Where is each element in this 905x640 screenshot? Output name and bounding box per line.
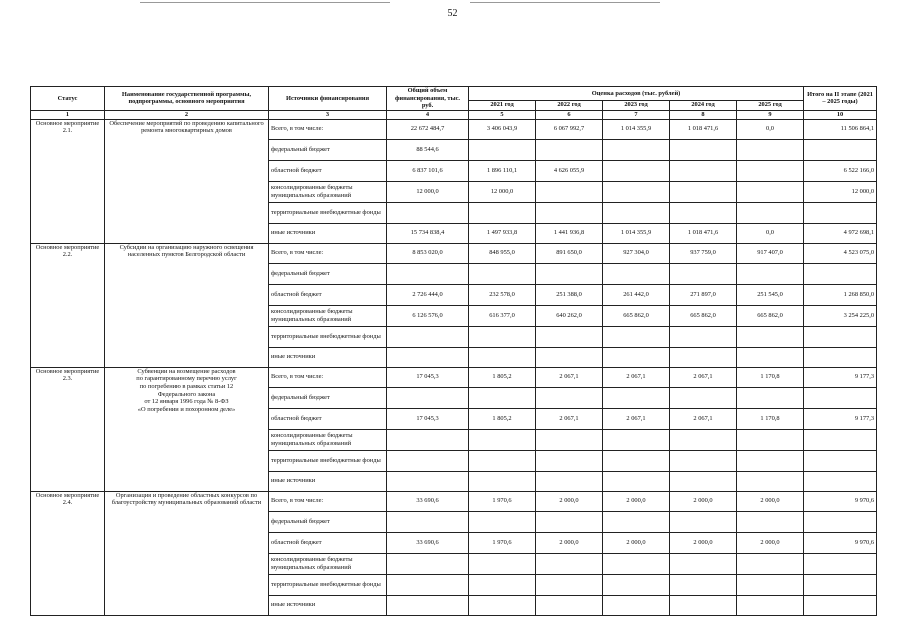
year-cell: 640 262,0 <box>536 305 603 326</box>
header-year: 2021 год <box>469 100 536 110</box>
year-cell: 2 000,0 <box>603 491 670 511</box>
funding-source: иные источники <box>269 471 387 491</box>
stage-total-cell <box>804 326 877 347</box>
year-cell <box>737 429 804 450</box>
year-cell <box>469 326 536 347</box>
header-year: 2025 год <box>737 100 804 110</box>
year-cell <box>536 471 603 491</box>
year-cell <box>469 263 536 284</box>
funding-source: федеральный бюджет <box>269 387 387 408</box>
year-cell <box>469 347 536 367</box>
stage-total-cell: 3 254 225,0 <box>804 305 877 326</box>
year-cell: 1 970,6 <box>469 532 536 553</box>
stage-total-cell <box>804 471 877 491</box>
total-cell <box>387 471 469 491</box>
year-cell <box>603 202 670 223</box>
year-cell <box>670 574 737 595</box>
year-cell <box>737 347 804 367</box>
funding-source: федеральный бюджет <box>269 511 387 532</box>
year-cell: 848 955,0 <box>469 243 536 263</box>
stage-total-cell: 9 177,3 <box>804 408 877 429</box>
year-cell: 2 000,0 <box>536 491 603 511</box>
activity-name: Организация и проведение областных конкурсов по благоустройству муниципальных образований области <box>105 491 269 615</box>
year-cell <box>670 429 737 450</box>
year-cell <box>603 139 670 160</box>
stage-total-cell <box>804 387 877 408</box>
year-cell <box>670 139 737 160</box>
year-cell: 937 759,0 <box>670 243 737 263</box>
year-cell <box>469 387 536 408</box>
total-cell <box>387 202 469 223</box>
stage-total-cell <box>804 429 877 450</box>
total-cell: 17 045,3 <box>387 367 469 387</box>
year-cell <box>536 139 603 160</box>
year-cell <box>469 574 536 595</box>
total-cell: 8 853 020,0 <box>387 243 469 263</box>
column-number: 2 <box>105 110 269 119</box>
total-cell: 17 045,3 <box>387 408 469 429</box>
year-cell <box>603 181 670 202</box>
funding-source: областной бюджет <box>269 160 387 181</box>
year-cell: 1 497 933,8 <box>469 223 536 243</box>
total-cell <box>387 347 469 367</box>
header-year: 2023 год <box>603 100 670 110</box>
total-cell: 88 544,6 <box>387 139 469 160</box>
year-cell: 616 377,0 <box>469 305 536 326</box>
year-cell <box>603 511 670 532</box>
year-cell <box>469 429 536 450</box>
year-cell: 2 067,1 <box>536 408 603 429</box>
year-cell: 1 170,8 <box>737 367 804 387</box>
year-cell <box>603 160 670 181</box>
stage-total-cell <box>804 202 877 223</box>
year-cell <box>603 326 670 347</box>
year-cell <box>469 595 536 615</box>
activity-status: Основное мероприятие 2.3. <box>31 367 105 491</box>
year-cell: 1 805,2 <box>469 408 536 429</box>
year-cell <box>737 387 804 408</box>
year-cell: 4 626 055,9 <box>536 160 603 181</box>
year-cell <box>737 595 804 615</box>
year-cell: 1 014 355,9 <box>603 223 670 243</box>
year-cell <box>670 202 737 223</box>
activity-status: Основное мероприятие 2.1. <box>31 119 105 243</box>
funding-source: территориальные внебюджетные фонды <box>269 202 387 223</box>
stage-total-cell <box>804 263 877 284</box>
year-cell: 2 000,0 <box>737 491 804 511</box>
funding-source: Всего, в том числе: <box>269 119 387 139</box>
stage-total-cell <box>804 553 877 574</box>
total-cell: 33 690,6 <box>387 491 469 511</box>
activity-status: Основное мероприятие 2.2. <box>31 243 105 367</box>
year-cell <box>469 202 536 223</box>
year-cell <box>536 574 603 595</box>
total-cell <box>387 429 469 450</box>
year-cell <box>603 553 670 574</box>
year-cell: 261 442,0 <box>603 284 670 305</box>
column-number-row <box>31 110 877 119</box>
total-cell <box>387 326 469 347</box>
total-cell <box>387 595 469 615</box>
year-cell: 2 000,0 <box>670 491 737 511</box>
funding-source: Всего, в том числе: <box>269 491 387 511</box>
year-cell: 1 170,8 <box>737 408 804 429</box>
top-border-line <box>470 2 660 3</box>
year-cell: 2 000,0 <box>670 532 737 553</box>
total-cell: 15 734 838,4 <box>387 223 469 243</box>
year-cell <box>536 595 603 615</box>
year-cell <box>536 511 603 532</box>
header-estimate: Оценка расходов (тыс. рублей) <box>469 87 804 101</box>
year-cell: 2 000,0 <box>737 532 804 553</box>
year-cell <box>737 263 804 284</box>
header-total: Общий объем финансирования, тыс. руб. <box>387 87 469 111</box>
funding-source: областной бюджет <box>269 532 387 553</box>
column-number: 10 <box>804 110 877 119</box>
year-cell: 1 805,2 <box>469 367 536 387</box>
stage-total-cell <box>804 450 877 471</box>
total-cell: 33 690,6 <box>387 532 469 553</box>
year-cell: 2 067,1 <box>603 408 670 429</box>
year-cell: 2 000,0 <box>536 532 603 553</box>
year-cell: 665 862,0 <box>737 305 804 326</box>
stage-total-cell <box>804 574 877 595</box>
year-cell <box>536 450 603 471</box>
column-number: 7 <box>603 110 670 119</box>
column-number: 3 <box>269 110 387 119</box>
year-cell <box>536 387 603 408</box>
total-cell: 6 126 576,0 <box>387 305 469 326</box>
year-cell <box>670 450 737 471</box>
column-number: 4 <box>387 110 469 119</box>
stage-total-cell: 4 972 698,1 <box>804 223 877 243</box>
header-status: Статус <box>31 87 105 111</box>
year-cell <box>737 574 804 595</box>
year-cell: 1 018 471,6 <box>670 119 737 139</box>
year-cell: 665 862,0 <box>603 305 670 326</box>
column-number: 8 <box>670 110 737 119</box>
total-cell <box>387 387 469 408</box>
funding-source: областной бюджет <box>269 408 387 429</box>
year-cell: 251 388,0 <box>536 284 603 305</box>
stage-total-cell: 4 523 075,0 <box>804 243 877 263</box>
column-number: 1 <box>31 110 105 119</box>
funding-source: консолидированные бюджеты муниципальных образований <box>269 305 387 326</box>
year-cell <box>603 450 670 471</box>
year-cell <box>737 553 804 574</box>
year-cell <box>670 347 737 367</box>
year-cell: 12 000,0 <box>469 181 536 202</box>
stage-total-cell: 12 000,0 <box>804 181 877 202</box>
year-cell: 271 897,0 <box>670 284 737 305</box>
stage-total-cell <box>804 347 877 367</box>
stage-total-cell: 1 268 850,0 <box>804 284 877 305</box>
activity-name: Обеспечение мероприятий по проведению капитального ремонта многоквартирных домов <box>105 119 269 243</box>
year-cell: 891 650,0 <box>536 243 603 263</box>
stage-total-cell: 9 177,3 <box>804 367 877 387</box>
year-cell: 0,0 <box>737 119 804 139</box>
year-cell: 1 441 936,8 <box>536 223 603 243</box>
year-cell <box>469 471 536 491</box>
header-stage-total: Итого на II этапе (2021 – 2025 годы) <box>804 87 877 111</box>
header-year: 2024 год <box>670 100 737 110</box>
year-cell: 1 896 110,1 <box>469 160 536 181</box>
year-cell <box>536 202 603 223</box>
funding-source: федеральный бюджет <box>269 139 387 160</box>
year-cell <box>469 139 536 160</box>
header-row <box>31 87 877 101</box>
year-cell: 2 067,1 <box>603 367 670 387</box>
year-cell <box>670 160 737 181</box>
year-cell <box>737 160 804 181</box>
year-cell <box>670 387 737 408</box>
year-cell <box>469 553 536 574</box>
funding-source: территориальные внебюджетные фонды <box>269 574 387 595</box>
funding-source: иные источники <box>269 347 387 367</box>
year-cell: 665 862,0 <box>670 305 737 326</box>
year-cell <box>670 326 737 347</box>
year-cell: 6 067 992,7 <box>536 119 603 139</box>
activity-name: Субвенции на возмещение расходов по гарантированному перечню услуг по погребению в рамках статьи 12 Федерального закона от 12 января 1996 года № 8-ФЗ «О погребении и похоронном деле» <box>105 367 269 491</box>
year-cell <box>670 553 737 574</box>
year-cell <box>670 595 737 615</box>
year-cell <box>737 450 804 471</box>
stage-total-cell <box>804 139 877 160</box>
budget-table <box>30 86 877 616</box>
year-cell <box>536 553 603 574</box>
year-cell: 1 970,6 <box>469 491 536 511</box>
year-cell <box>536 326 603 347</box>
year-cell: 1 018 471,6 <box>670 223 737 243</box>
year-cell <box>603 471 670 491</box>
total-cell: 2 726 444,0 <box>387 284 469 305</box>
header-source: Источники финансирования <box>269 87 387 111</box>
year-cell <box>670 511 737 532</box>
year-cell <box>737 326 804 347</box>
funding-source: иные источники <box>269 595 387 615</box>
year-cell: 2 000,0 <box>603 532 670 553</box>
total-cell: 22 672 484,7 <box>387 119 469 139</box>
year-cell <box>536 181 603 202</box>
stage-total-cell: 11 506 864,1 <box>804 119 877 139</box>
year-cell: 927 304,0 <box>603 243 670 263</box>
year-cell <box>737 471 804 491</box>
year-cell <box>670 263 737 284</box>
year-cell: 0,0 <box>737 223 804 243</box>
funding-source: консолидированные бюджеты муниципальных образований <box>269 181 387 202</box>
year-cell: 2 067,1 <box>536 367 603 387</box>
year-cell: 917 407,0 <box>737 243 804 263</box>
table-row <box>31 243 877 263</box>
year-cell: 2 067,1 <box>670 408 737 429</box>
table-row <box>31 119 877 139</box>
column-number: 5 <box>469 110 536 119</box>
year-cell <box>603 429 670 450</box>
table-row <box>31 367 877 387</box>
year-cell <box>603 595 670 615</box>
activity-status: Основное мероприятие 2.4. <box>31 491 105 615</box>
year-cell: 232 578,0 <box>469 284 536 305</box>
funding-source: федеральный бюджет <box>269 263 387 284</box>
top-border-line <box>140 2 390 3</box>
year-cell <box>737 511 804 532</box>
year-cell: 1 014 355,9 <box>603 119 670 139</box>
funding-source: консолидированные бюджеты муниципальных образований <box>269 429 387 450</box>
total-cell <box>387 450 469 471</box>
year-cell <box>670 471 737 491</box>
header-year: 2022 год <box>536 100 603 110</box>
year-cell <box>603 347 670 367</box>
stage-total-cell: 9 970,6 <box>804 491 877 511</box>
funding-source: Всего, в том числе: <box>269 243 387 263</box>
year-cell <box>603 263 670 284</box>
year-cell: 3 406 043,9 <box>469 119 536 139</box>
page-number: 52 <box>447 8 458 19</box>
activity-name: Субсидии на организацию наружного освещения населенных пунктов Белгородской области <box>105 243 269 367</box>
funding-source: областной бюджет <box>269 284 387 305</box>
stage-total-cell <box>804 511 877 532</box>
total-cell <box>387 263 469 284</box>
stage-total-cell <box>804 595 877 615</box>
year-cell <box>603 387 670 408</box>
year-cell <box>737 181 804 202</box>
year-cell <box>536 263 603 284</box>
year-cell: 251 545,0 <box>737 284 804 305</box>
funding-source: территориальные внебюджетные фонды <box>269 450 387 471</box>
year-cell <box>536 429 603 450</box>
year-cell <box>737 139 804 160</box>
total-cell <box>387 574 469 595</box>
column-number: 9 <box>737 110 804 119</box>
year-cell <box>469 450 536 471</box>
year-cell <box>603 574 670 595</box>
stage-total-cell: 6 522 166,0 <box>804 160 877 181</box>
year-cell <box>670 181 737 202</box>
funding-source: иные источники <box>269 223 387 243</box>
year-cell <box>469 511 536 532</box>
year-cell <box>536 347 603 367</box>
total-cell: 6 837 101,6 <box>387 160 469 181</box>
table-body <box>31 119 877 615</box>
funding-source: консолидированные бюджеты муниципальных образований <box>269 553 387 574</box>
total-cell <box>387 511 469 532</box>
funding-source: территориальные внебюджетные фонды <box>269 326 387 347</box>
header-name: Наименование государственной программы, подпрограммы, основного мероприятия <box>105 87 269 111</box>
year-cell: 2 067,1 <box>670 367 737 387</box>
column-number: 6 <box>536 110 603 119</box>
stage-total-cell: 9 970,6 <box>804 532 877 553</box>
year-cell <box>737 202 804 223</box>
funding-source: Всего, в том числе: <box>269 367 387 387</box>
total-cell <box>387 553 469 574</box>
table-row <box>31 491 877 511</box>
total-cell: 12 000,0 <box>387 181 469 202</box>
